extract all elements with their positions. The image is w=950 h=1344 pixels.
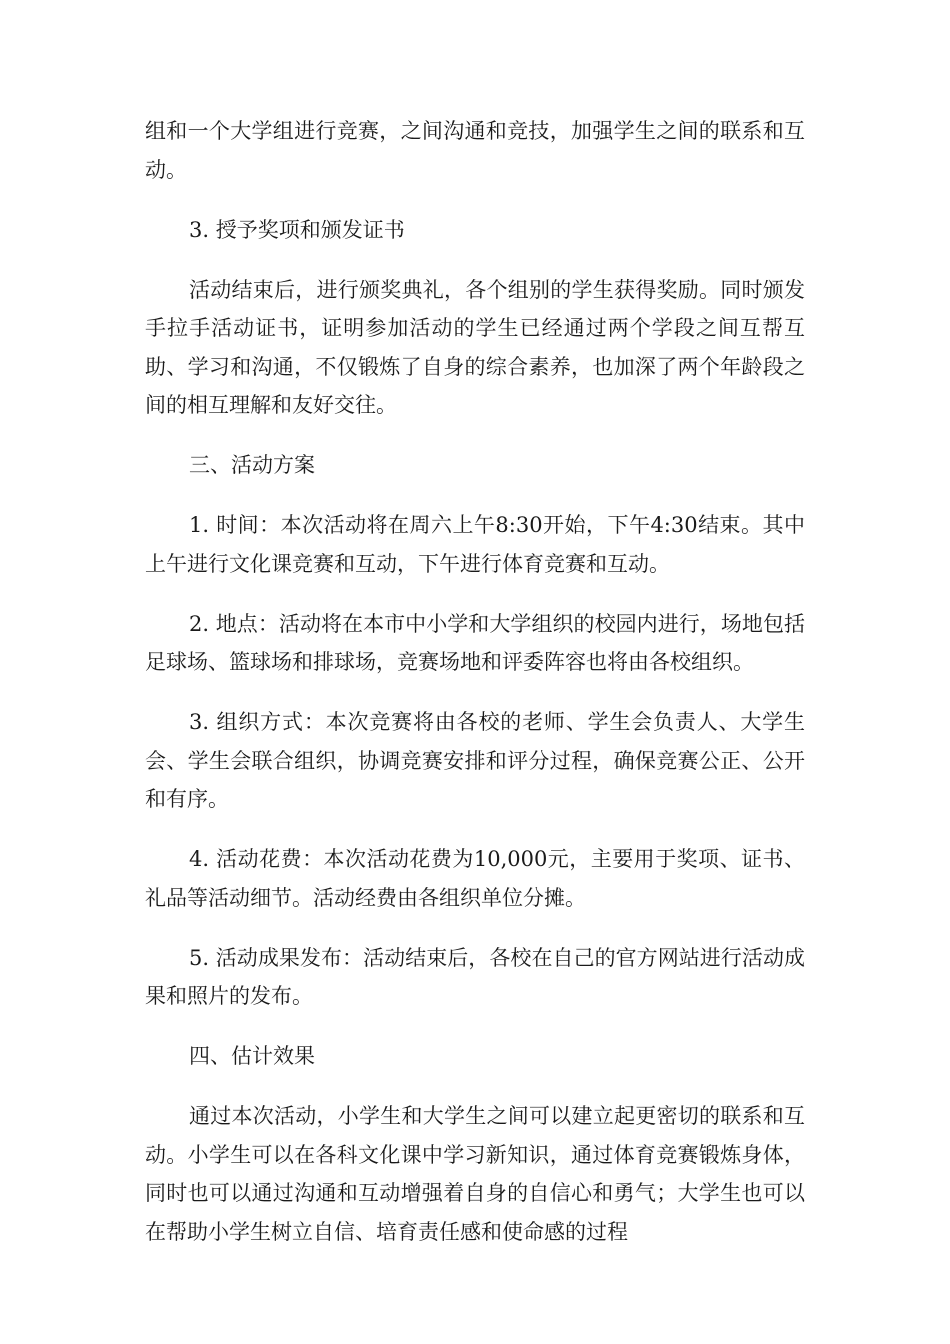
paragraph-results: 5. 活动成果发布：活动结束后，各校在自己的官方网站进行活动成果和照片的发布。 — [145, 945, 805, 1008]
document-body — [145, 112, 805, 1251]
paragraph-place: 2. 地点：活动将在本市中小学和大学组织的校园内进行，场地包括足球场、篮球场和排球场，竞赛场地和评委阵容也将由各校组织。 — [145, 611, 805, 674]
paragraph-cost: 4. 活动花费：本次活动花费为10,000元，主要用于奖项、证书、礼品等活动细节。活动经费由各组织单位分摊。 — [145, 847, 805, 910]
heading-activity-plan: 三、活动方案 — [189, 453, 315, 477]
paragraph-intro-continued: 组和一个大学组进行竞赛，之间沟通和竞技，加强学生之间的联系和互动。 — [145, 119, 805, 182]
paragraph-awards: 活动结束后，进行颁奖典礼，各个组别的学生获得奖励。同时颁发手拉手活动证书，证明参加活动的学生已经通过两个学段之间互帮互助、学习和沟通，不仅锻炼了自身的综合素养，也加深了两个年龄段之间的相互理解和友好交往。 — [145, 277, 805, 417]
heading-expected-effect: 四、估计效果 — [189, 1044, 315, 1068]
paragraph-time: 1. 时间：本次活动将在周六上午8:30开始，下午4:30结束。其中上午进行文化课竞赛和互动，下午进行体育竞赛和互动。 — [145, 513, 805, 576]
paragraph-expected-effect: 通过本次活动，小学生和大学生之间可以建立起更密切的联系和互动。小学生可以在各科文化课中学习新知识，通过体育竞赛锻炼身体，同时也可以通过沟通和互动增强着自身的自信心和勇气；大学生也可以在帮助小学生树立自信、培育责任感和使命感的过程 — [145, 1104, 805, 1244]
paragraph-organization: 3. 组织方式：本次竞赛将由各校的老师、学生会负责人、大学生会、学生会联合组织，协调竞赛安排和评分过程，确保竞赛公正、公开和有序。 — [145, 710, 805, 811]
heading-awards: 3. 授予奖项和颁发证书 — [189, 217, 405, 242]
